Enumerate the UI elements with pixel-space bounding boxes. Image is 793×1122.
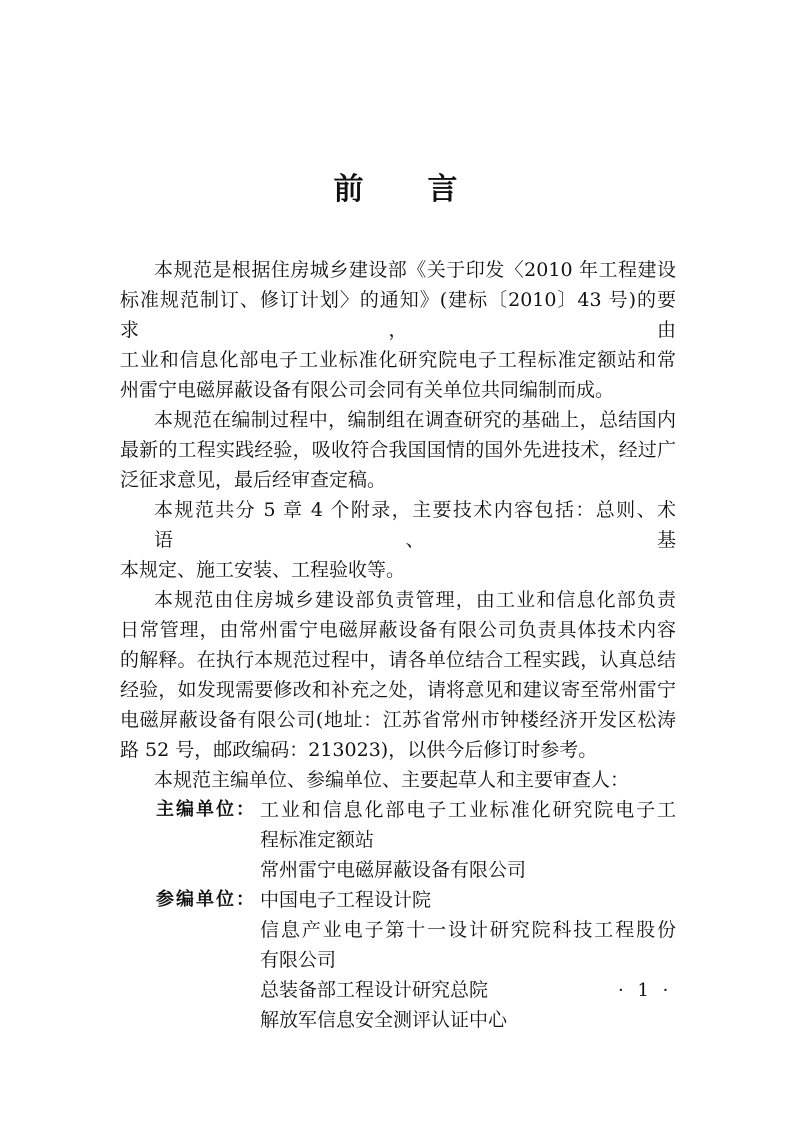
label-spacer [120, 1005, 260, 1035]
preface-body [120, 255, 676, 1035]
unit-row [120, 975, 676, 1005]
text-line: 经验，如发现需要修改和补充之处，请将意见和建议寄至常州雷宁 [120, 679, 676, 701]
chief-units-label: 主编单位： [156, 799, 256, 820]
unit-row [120, 795, 676, 825]
paragraph-basis [120, 255, 676, 405]
unit-line: 信息产业电子第十一设计研究院科技工程股份 [260, 919, 676, 941]
text-line: 电磁屏蔽设备有限公司(地址：江苏省常州市钟楼经济开发区松涛 [120, 709, 676, 731]
paragraph-management [120, 585, 676, 765]
text-line: 本规范由住房城乡建设部负责管理，由工业和信息化部负责 [154, 589, 676, 611]
chief-units [120, 795, 676, 885]
text-line: 日常管理，由常州雷宁电磁屏蔽设备有限公司负责具体技术内容 [120, 619, 676, 641]
title-char-2: 言 [427, 172, 460, 207]
unit-line: 程标准定额站 [260, 829, 375, 851]
unit-row [120, 915, 676, 945]
text-line: 最新的工程实践经验，吸收符合我国国情的国外先进技术，经过广 [120, 439, 676, 461]
unit-row [120, 945, 676, 975]
unit-row [120, 885, 676, 915]
text-line: 工业和信息化部电子工业标准化研究院电子工程标准定额站和常 [120, 349, 676, 371]
text-line: 本规范主编单位、参编单位、主要起草人和主要审查人： [154, 769, 630, 791]
unit-line: 工业和信息化部电子工业标准化研究院电子工 [260, 799, 676, 821]
unit-row [120, 855, 676, 885]
page-title [0, 164, 793, 208]
text-line: 泛征求意见，最后经审查定稿。 [120, 469, 387, 491]
title-char-1: 前 [333, 172, 366, 207]
text-line: 本规范共分 5 章 4 个附录，主要技术内容包括：总则、术语、基 [154, 499, 676, 551]
label-spacer [120, 975, 260, 1005]
unit-row [120, 1005, 676, 1035]
unit-line: 总装备部工程设计研究总院 [260, 979, 489, 1001]
text-line: 州雷宁电磁屏蔽设备有限公司会同有关单位共同编制而成。 [120, 379, 615, 401]
paragraph-contents [120, 495, 676, 585]
participating-units [120, 885, 676, 1035]
paragraph-units-intro [120, 765, 676, 795]
text-line: 本规定、施工安装、工程验收等。 [120, 559, 406, 581]
label-spacer [120, 825, 260, 855]
unit-row [120, 825, 676, 855]
unit-line: 有限公司 [260, 949, 337, 971]
text-line: 路 52 号，邮政编码：213023)，以供今后修订时参考。 [120, 739, 598, 761]
label-spacer [120, 945, 260, 975]
label-spacer [120, 915, 260, 945]
label-spacer [120, 855, 260, 885]
text-line: 本规范在编制过程中，编制组在调查研究的基础上，总结国内 [154, 409, 676, 431]
text-line: 标准规范制订、修订计划〉的通知》(建标〔2010〕43 号)的要求，由 [120, 289, 676, 341]
unit-line: 解放军信息安全测评认证中心 [260, 1009, 508, 1031]
unit-line: 中国电子工程设计院 [260, 889, 432, 911]
page-number: · 1 · [618, 980, 673, 1001]
text-line: 的解释。在执行本规范过程中，请各单位结合工程实践，认真总结 [120, 649, 676, 671]
participating-units-label: 参编单位： [156, 889, 256, 910]
unit-line: 常州雷宁电磁屏蔽设备有限公司 [260, 859, 527, 881]
paragraph-process [120, 405, 676, 495]
text-line: 本规范是根据住房城乡建设部《关于印发〈2010 年工程建设 [154, 259, 676, 281]
